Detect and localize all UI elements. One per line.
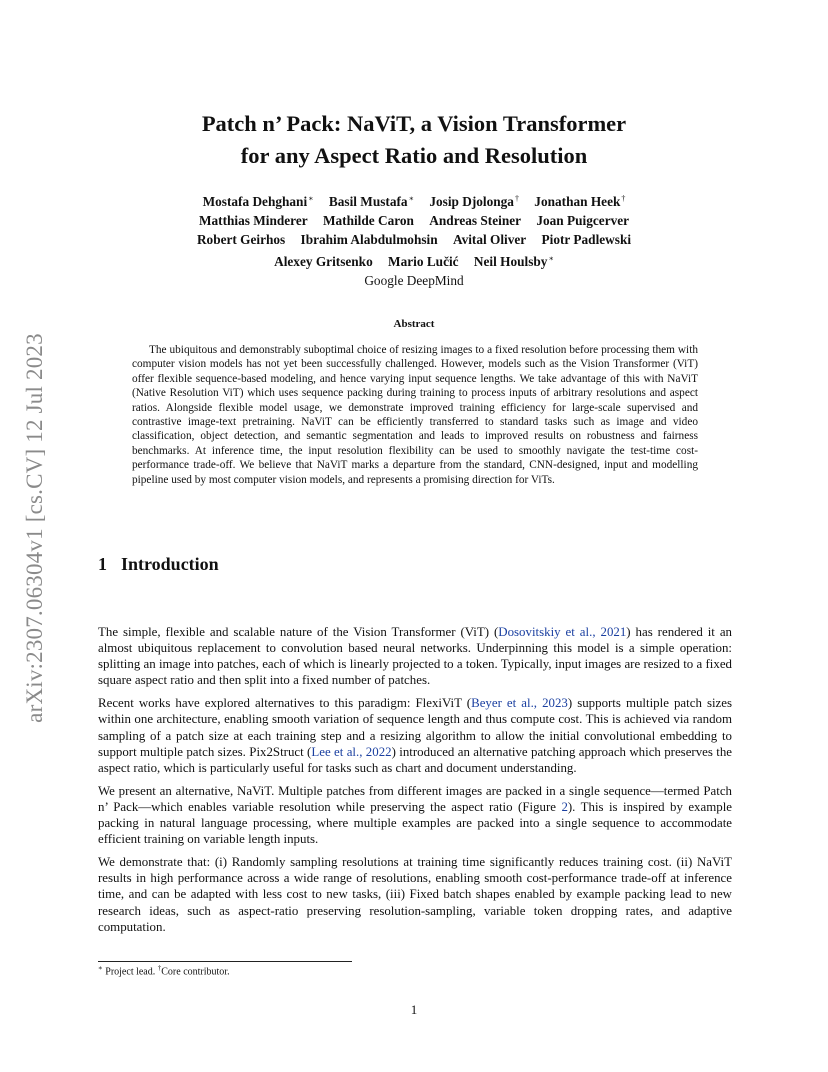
body-text [98, 624, 732, 942]
abstract-text: The ubiquitous and demonstrably suboptimal choice of resizing images to a fixed resolution before processing them with computer vision models has not yet been successfully challenged. However, models such as the Vision Transformer (ViT) offer flexible sequence-based modeling, and hence varying input sequence lengths. We take advantage of this with NaViT (Native Resolution ViT) which uses sequence packing during training to process inputs of arbitrary resolutions and aspect ratios. Alongside flexible model usage, we demonstrate improved training efficiency for large-scale supervised and contrastive image-text pretraining. NaViT can be efficiently transferred to standard tasks such as image and video classification, object detection, and semantic segmentation and leads to improved results on robustness and fairness benchmarks. At inference time, the input resolution flexibility can be used to smoothly navigate the test-time cost-performance trade-off. We believe that NaViT marks a departure from the standard, CNN-designed, input and modelling pipeline used by most computer vision models, and represents a promising direction for ViTs. [132, 344, 698, 486]
abstract-heading: Abstract [393, 318, 435, 330]
author: Ibrahim Alabdulmohsin [300, 232, 438, 248]
paragraph: We present an alternative, NaViT. Multiple patches from different images are packed in a single sequence—termed Patch n’ Pack—which enables variable resolution while preserving the aspect ratio (Figure 2). This is inspired by example packing in natural language processing, where multiple examples are packed into a single sequence to accommodate efficient training on variable length inputs. [98, 783, 732, 847]
affiliation: Google DeepMind [364, 273, 464, 289]
author: Basil Mustafa∗ [328, 194, 415, 210]
paragraph: The simple, flexible and scalable nature of the Vision Transformer (ViT) (Dosovitskiy et al., 2021) has rendered it an almost ubiquitous replacement to convolution based neural networks. Underpinning this model is a simple operation: splitting an image into patches, each of which is linearly projected to a token. Typically, input images are resized to a fixed square aspect ratio and then split into a fixed number of patches. [98, 625, 732, 688]
figure-ref-link[interactable]: 2 [561, 799, 568, 814]
citation-link[interactable]: Lee et al., 2022 [311, 744, 392, 759]
citation-link[interactable]: Beyer et al., 2023 [471, 696, 568, 711]
author: Josip Djolonga† [429, 194, 519, 210]
author: Mostafa Dehghani∗ [202, 194, 314, 210]
author: Mathilde Caron [322, 213, 414, 229]
author: Matthias Minderer [198, 213, 308, 229]
paper-title [98, 108, 730, 172]
section-number: 1 [98, 554, 107, 574]
author: Neil Houlsby∗ [473, 253, 554, 270]
author: Robert Geirhos [196, 232, 286, 248]
author: Joan Puigcerver [536, 213, 630, 229]
footnote: ∗ Project lead. †Core contributor. [98, 964, 230, 978]
author-line-3 [98, 231, 730, 250]
paragraph: We demonstrate that: (i) Randomly sampling resolutions at training time significantly reduces training cost. (ii) NaViT results in high performance across a wide range of resolutions, enabling smooth cost-performance trade-off at inference time, and can be adapted with less cost to new tasks, (iii) Fixed batch shapes enabled by example packing lead to new research ideas, such as aspect-ratio preserving resolution-sampling, variable token dropping rates, and adaptive computation. [98, 855, 732, 934]
author-block [98, 190, 730, 291]
section-heading [98, 554, 219, 575]
author-line-4 [98, 250, 730, 272]
paragraph: Recent works have explored alternatives to this paradigm: FlexiViT (Beyer et al., 2023) supports multiple patch sizes within one architecture, enabling smooth variation of sequence length and thus compute cost. This is achieved via random sampling of a patch size at each training step and a resizing algorithm to allow the initial convolutional embedding to support multiple patch sizes. Pix2Struct (Lee et al., 2022) introduced an alternative patching approach which preserves the aspect ratio, which is particularly useful for tasks such as chart and document understanding. [98, 696, 733, 775]
author-line-1 [98, 190, 730, 212]
title-line-1: Patch n’ Pack: NaViT, a Vision Transformer [201, 111, 627, 136]
author: Alexey Gritsenko [274, 254, 373, 270]
page-number: 1 [410, 1002, 418, 1017]
author: Avital Oliver [452, 232, 527, 248]
section-title: Introduction [121, 554, 219, 574]
title-line-2: for any Aspect Ratio and Resolution [240, 143, 588, 168]
author-line-2 [98, 212, 730, 231]
citation-link[interactable]: Dosovitskiy et al., 2021 [498, 625, 627, 639]
footnote-rule [98, 961, 352, 962]
author: Mario Lučić [388, 254, 459, 270]
author: Andreas Steiner [429, 213, 522, 229]
author: Piotr Padlewski [541, 232, 632, 248]
author: Jonathan Heek† [534, 194, 626, 210]
arxiv-id: arXiv:2307.06304v1 [cs.CV] 12 Jul 2023 [22, 332, 47, 723]
arxiv-sidebar-stamp [15, 295, 55, 760]
